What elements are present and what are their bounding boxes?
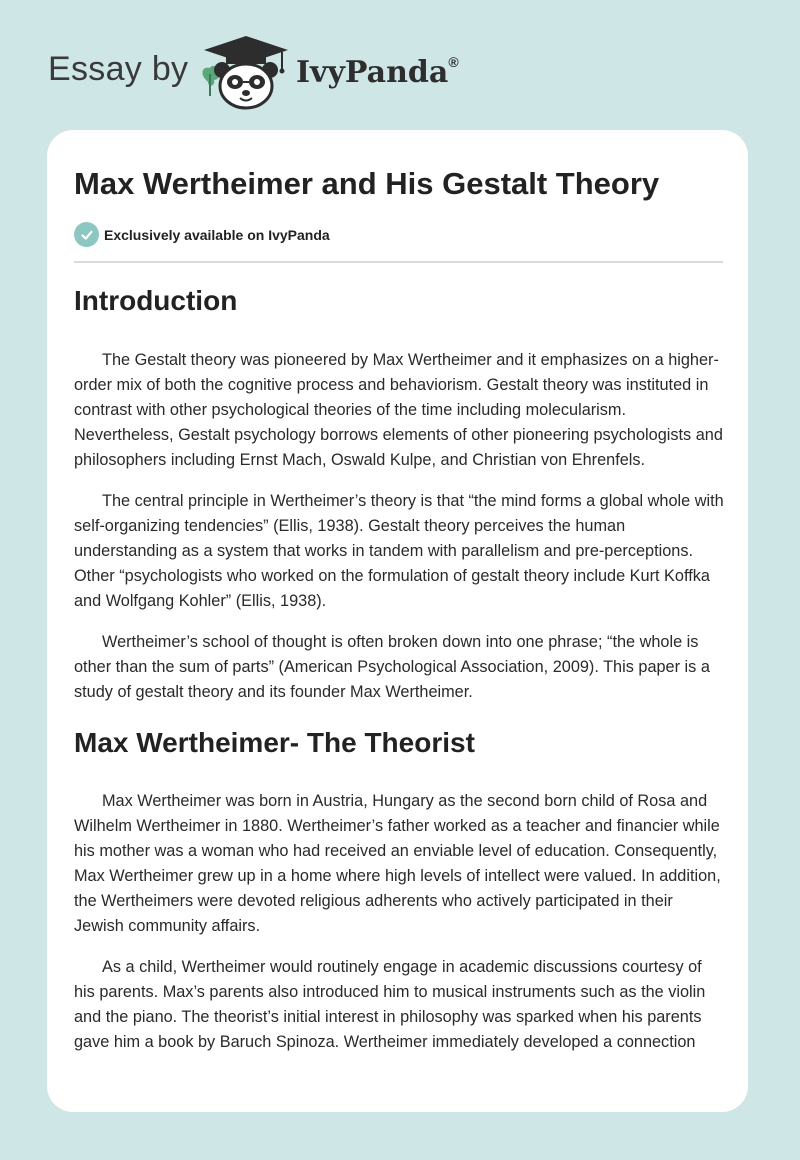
brand-name[interactable] — [296, 55, 459, 90]
section-heading: Max Wertheimer- The Theorist — [74, 727, 475, 758]
essay-card — [47, 130, 748, 1112]
panda-graduate-icon[interactable] — [198, 30, 294, 112]
brand-name-text: IvyPanda — [296, 55, 449, 90]
paragraph: Max Wertheimer was born in Austria, Hungary as the second born child of Rosa and Wilhelm Wertheimer in 1880. Wertheimer’s father worked as a teacher and financier while his mother was a woman who had received an enviable level of education. Consequently, Max Wertheimer grew up in a home where high levels of intellect were valued. In addition, the Wertheimers were devoted religious adherents who actively participated in their Jewish community affairs. — [74, 792, 721, 935]
essay-content — [74, 284, 724, 1055]
registered-mark: ® — [448, 54, 459, 70]
paragraph: Wertheimer’s school of thought is often broken down into one phrase; “the whole is other than the sum of parts” (American Psychological Association, 2009). This paper is a study of gestalt theory and its founder Max Wertheimer. — [74, 633, 710, 701]
paragraph: As a child, Wertheimer would routinely engage in academic discussions courtesy of his parents. Max’s parents also introduced him to musical instruments such as the violin and the piano. The theorist’s initial interest in philosophy was sparked when his parents gave him a book by Baruch Spinoza. Wertheimer immediately developed a connection — [74, 958, 706, 1051]
title-divider — [74, 261, 723, 263]
essay-by-label: Essay by — [48, 50, 189, 88]
section-heading: Introduction — [74, 285, 238, 316]
badge-label: Exclusively available on IvyPanda — [104, 226, 330, 243]
check-icon — [74, 222, 99, 247]
site-header — [0, 0, 800, 120]
page-title: Max Wertheimer and His Gestalt Theory — [74, 166, 660, 201]
exclusive-badge — [74, 222, 330, 247]
paragraph: The Gestalt theory was pioneered by Max Wertheimer and it emphasizes on a higher-order mix of both the cognitive process and behaviorism. Gestalt theory was instituted in contrast with other psychological theories of the time including molecularism. Nevertheless, Gestalt psychology borrows elements of other pioneering psychologists and philosophers including Ernst Mach, Oswald Kulpe, and Christian von Ehrenfels. — [74, 351, 723, 469]
paragraph: The central principle in Wertheimer’s theory is that “the mind forms a global whole with self-organizing tendencies” (Ellis, 1938). Gestalt theory perceives the human understanding as a system that works in tandem with parallelism and pre-perceptions. Other “psychologists who worked on the formulation of gestalt theory include Kurt Koffka and Wolfgang Kohler” (Ellis, 1938). — [74, 492, 724, 610]
